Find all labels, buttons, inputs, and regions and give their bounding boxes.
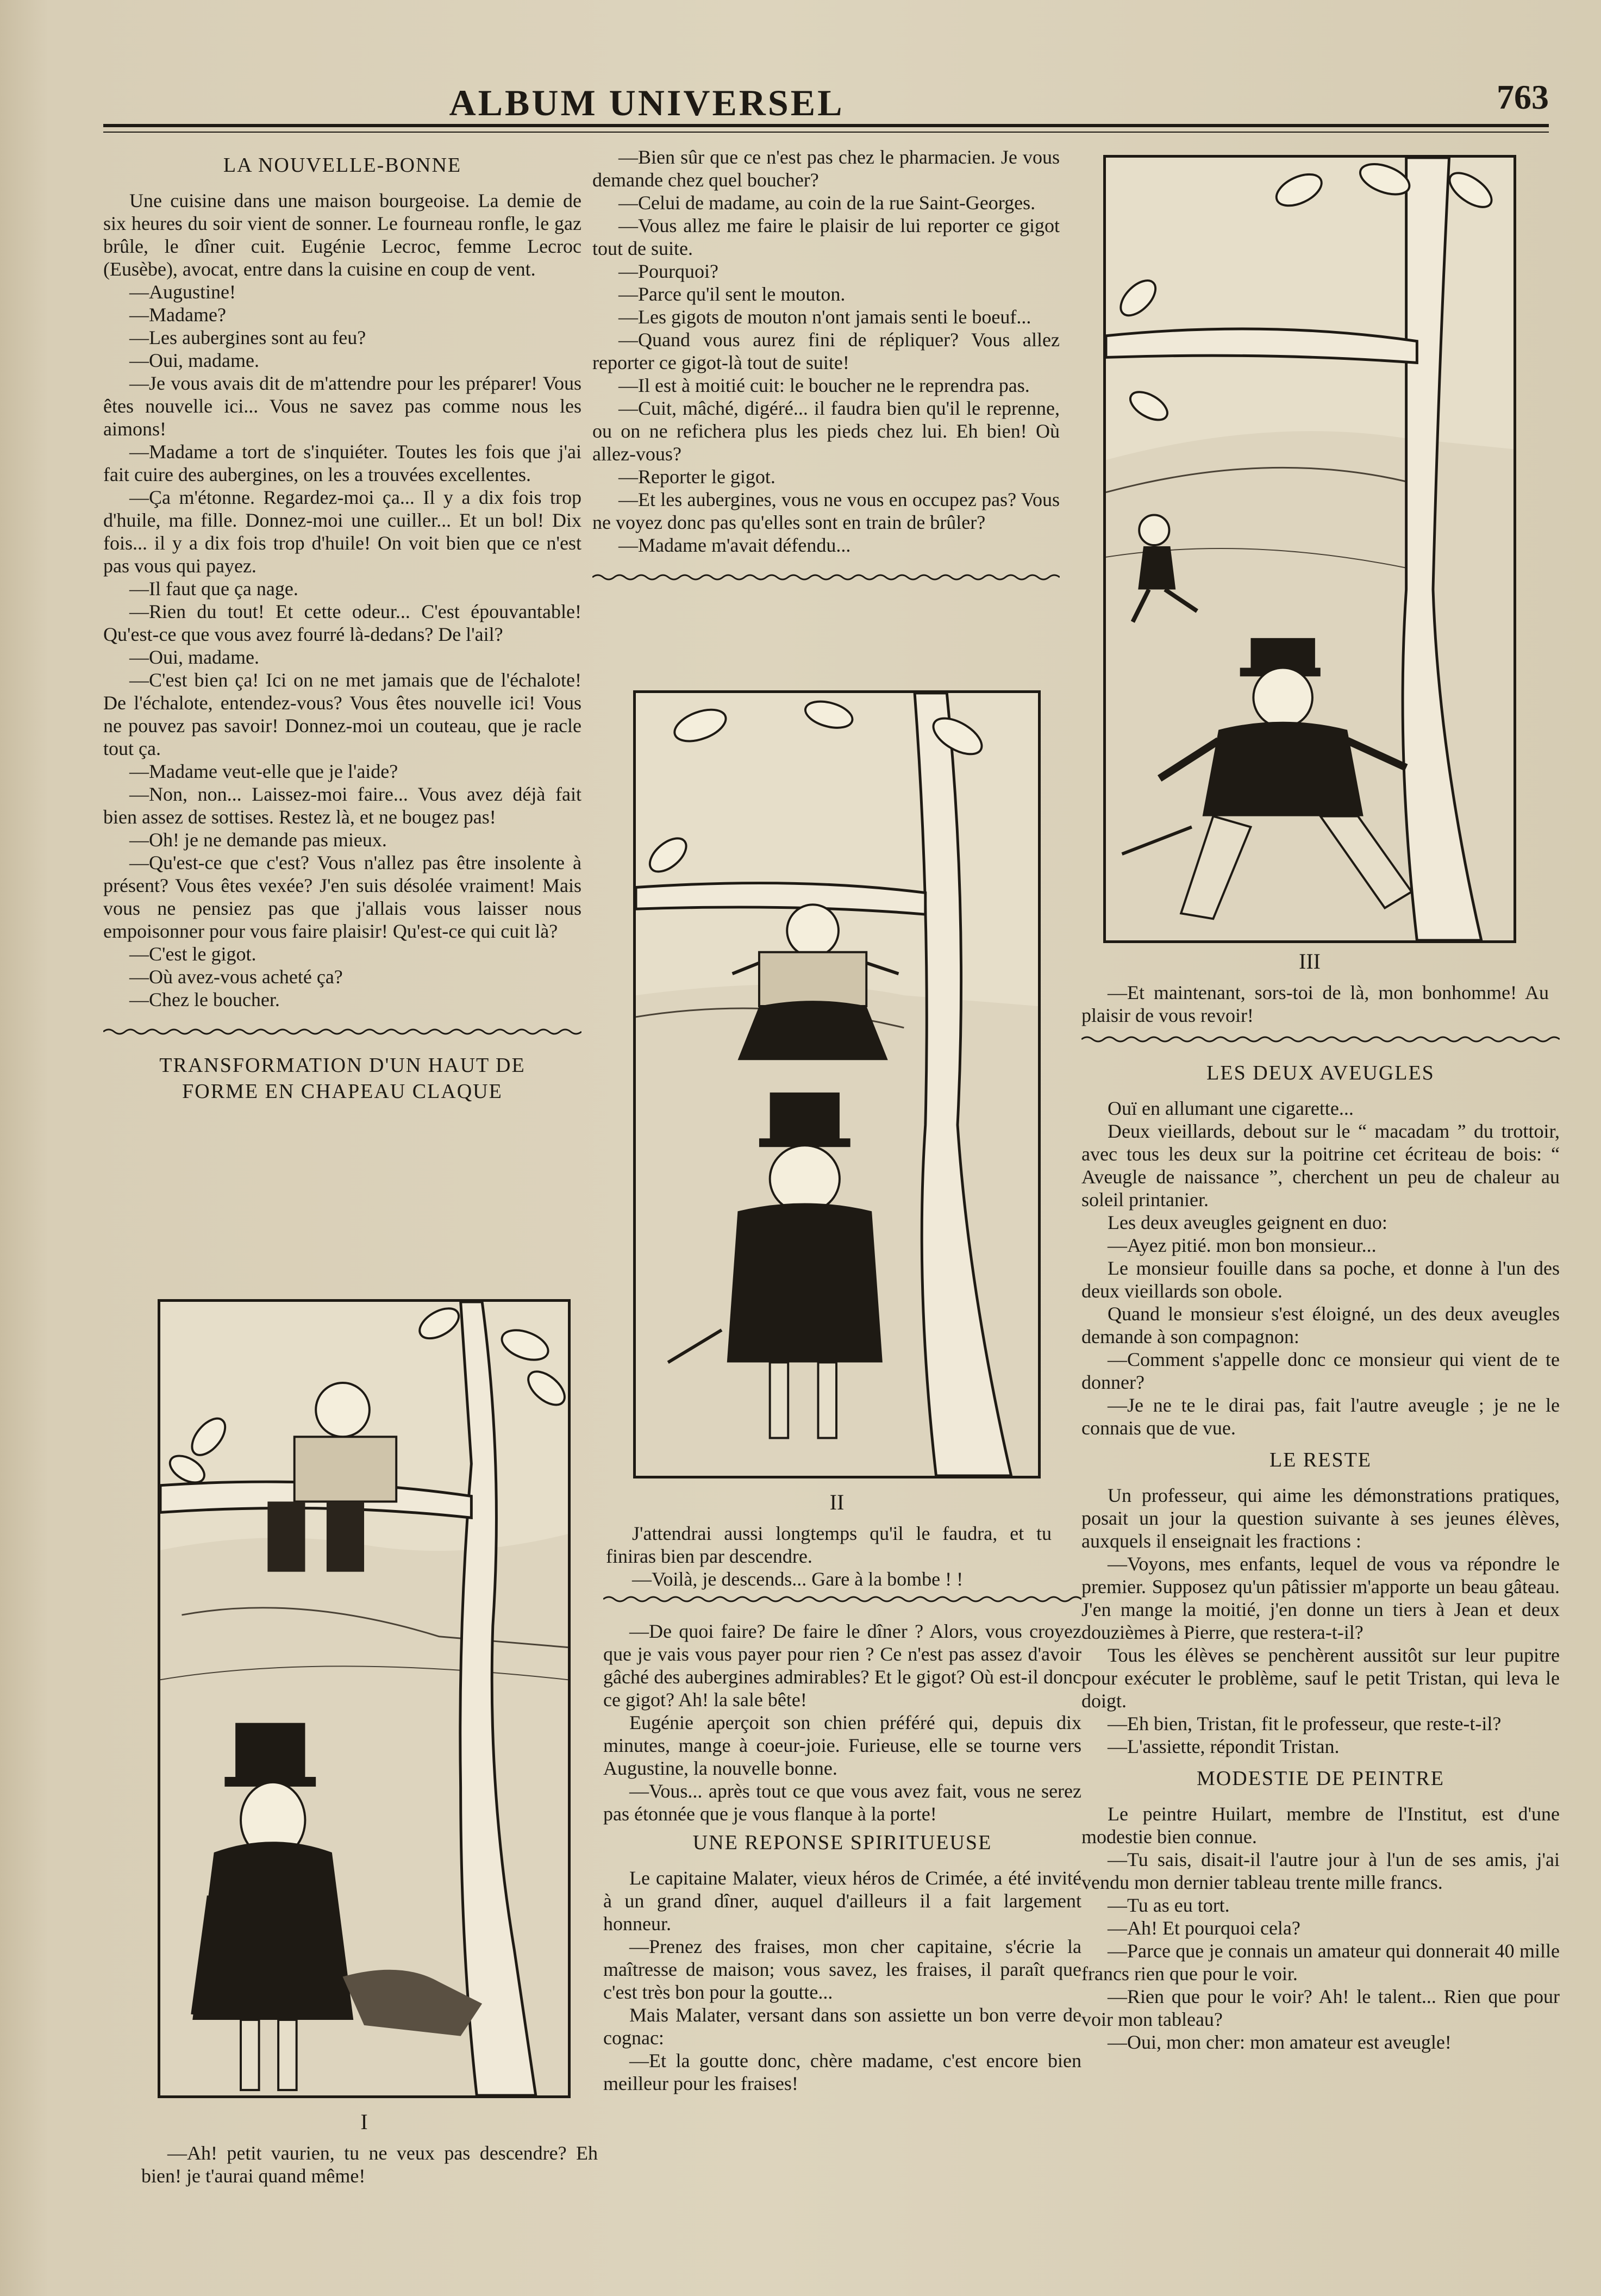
paragraph: Quand le monsieur s'est éloigné, un des deux aveugles demande à son compagnon: — [1081, 1303, 1560, 1347]
column-3 — [1081, 1033, 1560, 2054]
paragraph: —Je ne te le dirai pas, fait l'autre aveugle ; je ne le connais que de vue. — [1081, 1394, 1560, 1439]
section-divider — [1081, 1033, 1560, 1046]
paragraph: —Parce qu'il sent le mouton. — [618, 283, 846, 305]
paragraph: —Parce que je connais un amateur qui donnerait 40 mille francs rien que pour le voir. — [1081, 1940, 1560, 1985]
paragraph: —Les gigots de mouton n'ont jamais senti le boeuf... — [618, 306, 1031, 328]
paragraph: —Rien que pour le voir? Ah! le talent... Rien que pour voir mon tableau? — [1081, 1986, 1560, 2030]
paragraph: —Oui, madame. — [129, 646, 259, 668]
paragraph: Eugénie aperçoit son chien préféré qui, depuis dix minutes, mange à coeur-joie. Furieuse, elle se tourne vers Augustine, la nouvelle bonne. — [603, 1712, 1081, 1779]
paragraph: —Oui, madame. — [129, 350, 259, 371]
section-divider — [603, 1593, 1081, 1606]
header-rule — [103, 124, 1549, 127]
paragraph: —Bien sûr que ce n'est pas chez le pharmacien. Je vous demande chez quel boucher? — [592, 146, 1060, 191]
paragraph: —Madame a tort de s'inquiéter. Toutes les fois que j'ai fait cuire des aubergines, on les a trouvées excellentes. — [103, 441, 581, 485]
story-title: MODESTIE DE PEINTRE — [1197, 1767, 1444, 1790]
paragraph: Le monsieur fouille dans sa poche, et donne à l'un des deux vieillards son obole. — [1081, 1257, 1560, 1302]
figure-caption — [1081, 981, 1549, 1027]
paragraph: —Qu'est-ce que c'est? Vous n'allez pas être insolente à présent? Vous êtes vexée? J'en suis désolée vraiment! Mais vous ne pensiez pas que j'allais vous laisser nous empoisonner pour vous faire plaisir! Qu'est-ce qui cuit là? — [103, 852, 581, 942]
story-title: LA NOUVELLE-BONNE — [223, 154, 462, 177]
paragraph: —Rien du tout! Et cette odeur... C'est épouvantable! Qu'est-ce que vous avez fourré là-dedans? De l'ail? — [103, 601, 581, 645]
paragraph: Les deux aveugles geignent en duo: — [1108, 1212, 1387, 1233]
figure-label: I — [360, 2110, 368, 2134]
paragraph: —Vous... après tout ce que vous avez fait, vous ne serez pas étonnée que je vous flanque à la porte! — [603, 1780, 1081, 1825]
column-2 — [592, 146, 1060, 598]
paragraph: —Les aubergines sont au feu? — [129, 327, 366, 348]
paragraph: —Il est à moitié cuit: le boucher ne le reprendra pas. — [618, 375, 1030, 396]
caption-text: —Ah! petit vaurien, tu ne veux pas descendre? Eh bien! je t'aurai quand même! — [141, 2142, 598, 2187]
paragraph: —Madame m'avait défendu... — [618, 534, 851, 556]
paragraph: —Vous allez me faire le plaisir de lui reporter ce gigot tout de suite. — [592, 215, 1060, 259]
paragraph: Le peintre Huilart, membre de l'Institut, est d'une modestie bien connue. — [1081, 1803, 1560, 1848]
paragraph: —Madame veut-elle que je l'aide? — [129, 760, 398, 782]
paragraph: —Oh! je ne demande pas mieux. — [129, 829, 387, 851]
header-rule-thin — [103, 132, 1549, 133]
paragraph: —Augustine! — [129, 281, 236, 303]
section-divider — [592, 571, 1060, 584]
cartoon-panel-1 — [158, 1299, 571, 2098]
cartoon-panel-3 — [1103, 155, 1516, 943]
figure-label: II — [829, 1490, 845, 1514]
story-title: LES DEUX AVEUGLES — [1206, 1062, 1435, 1084]
paragraph: —Reporter le gigot. — [618, 466, 776, 488]
caption-text: —Voilà, je descends... Gare à la bombe ! ! — [632, 1568, 964, 1590]
paragraph: —Ayez pitié. mon bon monsieur... — [1108, 1234, 1377, 1256]
paragraph: —Quand vous aurez fini de répliquer? Vous allez reporter ce gigot-là tout de suite! — [592, 329, 1060, 373]
paragraph: —Et la goutte donc, chère madame, c'est encore bien meilleur pour les fraises! — [603, 2050, 1081, 2094]
paragraph: —Ah! Et pourquoi cela? — [1108, 1917, 1300, 1939]
paragraph: —Cuit, mâché, digéré... il faudra bien qu'il le reprenne, ou on ne refichera plus les pieds chez lui. Eh bien! Où allez-vous? — [592, 397, 1060, 465]
caption-text: J'attendrai aussi longtemps qu'il le faudra, et tu finiras bien par descendre. — [606, 1523, 1052, 1567]
paragraph: —Et les aubergines, vous ne vous en occupez pas? Vous ne voyez donc pas qu'elles sont en train de brûler? — [592, 489, 1060, 533]
paragraph: —Eh bien, Tristan, fit le professeur, que reste-t-il? — [1108, 1713, 1502, 1735]
paragraph: —C'est le gigot. — [129, 943, 257, 965]
paragraph: Mais Malater, versant dans son assiette un bon verre de cognac: — [603, 2004, 1081, 2049]
paragraph: —Madame? — [129, 304, 226, 326]
paragraph: —Comment s'appelle donc ce monsieur qui vient de te donner? — [1081, 1349, 1560, 1393]
caption-text: —Et maintenant, sors-toi de là, mon bonhomme! Au plaisir de vous revoir! — [1081, 982, 1549, 1026]
paragraph: —Prenez des fraises, mon cher capitaine, s'écrie la maîtresse de maison; vous savez, les fraises, il paraît que c'est très bon pour la goutte... — [603, 1936, 1081, 2003]
figure-caption — [141, 2142, 598, 2187]
paragraph: Une cuisine dans une maison bourgeoise. La demie de six heures du soir vient de sonner. Le fourneau ronfle, le gaz brûle, le dîner cuit. Eugénie Lecroc, femme Lecroc (Eusèbe), avocat, entre dans la cuisine en coup de vent. — [103, 190, 581, 280]
paragraph: Tous les élèves se penchèrent aussitôt sur leur pupitre pour exécuter le problème, sauf le petit Tristan, qui leva le doigt. — [1081, 1644, 1560, 1712]
paragraph: —Il faut que ça nage. — [129, 578, 298, 600]
paragraph: Un professeur, qui aime les démonstrations pratiques, posait un jour la question suivante à ses jeunes élèves, auxquels il enseignait les fractions : — [1081, 1484, 1560, 1552]
column-1 — [103, 152, 581, 1115]
cartoon-title: TRANSFORMATION D'UN HAUT DE FORME EN CHAPEAU CLAQUE — [159, 1054, 526, 1103]
paragraph: Deux vieillards, debout sur le “ macadam ” du trottoir, avec tous les deux sur la poitrine cet écriteau de bois: “ Aveugle de naissance ”, cherchent un peu de chaleur au soleil printanier. — [1081, 1120, 1560, 1211]
paragraph: —Non, non... Laissez-moi faire... Vous avez déjà fait bien assez de sottises. Restez là, et ne bougez pas! — [103, 783, 581, 828]
cartoon-panel-2 — [633, 690, 1041, 1478]
story-title: UNE REPONSE SPIRITUEUSE — [692, 1831, 992, 1854]
column-2-bottom — [603, 1593, 1081, 2095]
paragraph: —De quoi faire? De faire le dîner ? Alors, vous croyez que je vais vous payer pour rien ? Ce n'est pas assez d'avoir gâché des aubergines admirables? Et le gigot? Où est-il donc ce gigot? Ah! la sale bête! — [603, 1620, 1081, 1711]
section-divider — [103, 1025, 581, 1038]
paragraph: Ouï en allumant une cigarette... — [1108, 1097, 1354, 1119]
paragraph: —Pourquoi? — [618, 260, 718, 282]
figure-label: III — [1299, 949, 1321, 974]
paragraph: —Ça m'étonne. Regardez-moi ça... Il y a dix fois trop d'huile, ma fille. Donnez-moi une cuiller... Et un bol! Dix fois... il y a dix fois trop d'huile! On voit bien que ce n'est pas vous qui payez. — [103, 486, 581, 577]
paragraph: —Tu as eu tort. — [1108, 1894, 1230, 1916]
paragraph: —Je vous avais dit de m'attendre pour les préparer! Vous êtes nouvelle ici... Vous ne savez pas comme nous les aimons! — [103, 372, 581, 440]
story-title: LE RESTE — [1269, 1449, 1372, 1471]
masthead — [103, 78, 1549, 136]
page-number: 763 — [1497, 78, 1549, 116]
paragraph: Le capitaine Malater, vieux héros de Crimée, a été invité à un grand dîner, auquel d'ailleurs il a fait largement honneur. — [603, 1867, 1081, 1935]
paragraph: —L'assiette, répondit Tristan. — [1108, 1736, 1340, 1757]
paragraph: —Tu sais, disait-il l'autre jour à l'un de ses amis, j'ai vendu mon dernier tableau trente mille francs. — [1081, 1849, 1560, 1893]
paragraph: —Chez le boucher. — [129, 989, 280, 1010]
paragraph: —Où avez-vous acheté ça? — [129, 966, 343, 988]
paragraph: —Voyons, mes enfants, lequel de vous va répondre le premier. Supposez qu'un pâtissier m'apporte un beau gâteau. J'en mange la moitié, j'en donne un tiers à Jean et deux douzièmes à Pierre, que restera-t-il? — [1081, 1553, 1560, 1643]
figure-caption — [606, 1522, 1052, 1590]
paragraph: —C'est bien ça! Ici on ne met jamais que de l'échalote! De l'échalote, entendez-vous? Vous êtes nouvelle ici! Vous ne pouvez pas savoir! Donnez-moi un couteau, que je racle tout ça. — [103, 669, 581, 759]
paragraph: —Celui de madame, au coin de la rue Saint-Georges. — [618, 192, 1036, 214]
paragraph: —Oui, mon cher: mon amateur est aveugle! — [1108, 2031, 1452, 2053]
publication-title: ALBUM UNIVERSEL — [449, 82, 845, 123]
